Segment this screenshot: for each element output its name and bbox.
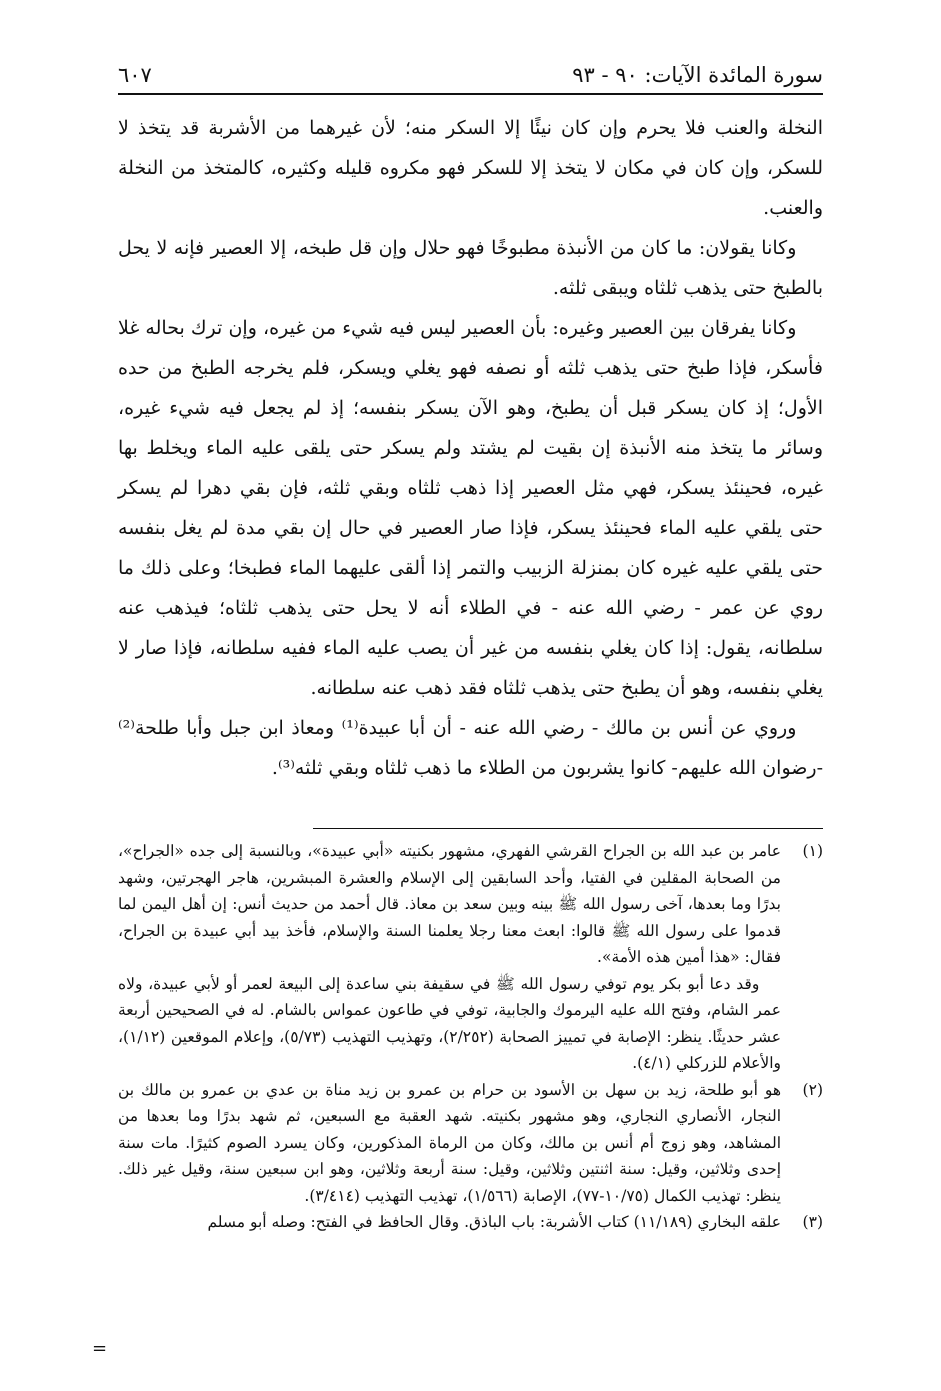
main-text [118,108,823,788]
footnote-paragraph: علقه البخاري (١١/١٨٩) كتاب الأشربة: باب الباذق. وقال الحافظ في الفتح: وصله أبو مسلم [207,1213,781,1231]
body-paragraph: وكانا يقولان: ما كان من الأنبذة مطبوخًا فهو حلال وإن قل طبخه، إلا العصير فإنه لا يحل بالطبخ حتى يذهب ثلثاه ويبقى ثلثه. [118,237,823,299]
running-header [118,56,823,94]
footnote-number: (٢) [802,1080,823,1099]
header-title: سورة المائدة الآيات: ٩٠ - ٩٣ [572,63,823,87]
footnote-paragraph: عامر بن عبد الله بن الجراح القرشي الفهري، مشهور بكنيته «أبي عبيدة»، وبالنسبة إلى جده «الجراح»، من الصحابة المقلين في الفتيا، وأحد السابقين إلى الإسلام والعشرة المبشرين، هاجر الهجرتين، وشهد بدرًا وما بعدها، آخى رسول الله ﷺ بينه وبين سعد بن معاذ. قال أحمد من حديث أنس: إن أهل اليمن لما قدموا على رسول الله ﷺ قالوا: ابعث معنا رجلا يعلمنا السنة والإسلام، فأخذ بيد أبي عبيدة بن الجراح، فقال: «هذا أمين هذه الأمة». [118,842,781,966]
footnote-rule [313,828,823,829]
footnote-paragraph: وقد دعا أبو بكر يوم توفي رسول الله ﷺ في سقيفة بني ساعدة إلى البيعة لعمر أو لأبي عبيدة، ولاه عمر الشام، وفتح الله عليه اليرموك والجابية، توفي في طاعون عمواس بالشام. له في الصحيحين أربعة عشر حديثًا. ينظر: الإصابة في تمييز الصحابة (٢/٢٥٢)، وتهذيب التهذيب (٥/٧٣)، وإعلام الموقعين (١/١٢)، والأعلام للزركلي (٤/١). [118,974,782,1072]
header-rule [118,93,823,95]
body-paragraph: وروي عن أنس بن مالك - رضي الله عنه - أن أبا عبيدة⁽¹⁾ ومعاذ ابن جبل وأبا طلحة⁽²⁾ -رضوان الله عليهم- كانوا يشربون من الطلاء ما ذهب ثلثاه وبقي ثلثه⁽³⁾. [118,717,823,779]
footnote-text [118,838,781,1077]
footnote-text [118,1209,781,1236]
footnote-number: (٣) [802,1213,823,1231]
body-paragraph: النخلة والعنب فلا يحرم وإن كان نيئًا إلا السكر منه؛ لأن غيرهما من الأشربة قد يتخذ لا للسكر، وإن كان في مكان لا يتخذ إلا للسكر فهو مكروه قليله وكثيره، كالمتخذ من النخلة والعنب. [118,117,823,219]
body-paragraph: وكانا يفرقان بين العصير وغيره: بأن العصير ليس فيه شيء من غيره، وإن ترك بحاله غلا فأسكر، فإذا طبخ حتى يذهب ثلثه أو نصفه فهو يغلي ويسكر، فلم يخرجه الطبخ من حده الأول؛ إذ كان يسكر قبل أن يطبخ، وهو الآن يسكر بنفسه؛ إذ لم يجعل فيه شيء غيره، وسائر ما يتخذ منه الأنبذة إن بقيت لم يشتد ولم يسكر حتى يلقى عليه الماء ويخلط بها غيره، فحينئذ يسكر، فهي مثل العصير إذا ذهب ثلثاه وبقي ثلثه، فإن بقي دهرا لم يسكر حتى يلقي عليه الماء فحينئذ يسكر، فإذا صار العصير في حال إن بقي مدة لم يغل بنفسه حتى يلقي عليه غيره كان بمنزلة الزبيب والتمر إذا ألقى عليهما الماء فطبخا؛ وعلى ذلك ما روي عن عمر - رضي الله عنه - في الطلاء أنه لا يحل حتى يذهب ثلثاه؛ فيذهب عنه سلطانه، يقول: إذا كان يغلي بنفسه من غير أن يصب عليه الماء ففيه سلطانه، فإذا صار لا يغلي بنفسه، وهو أن يطبخ حتى يذهب ثلثاه فقد ذهب عنه سلطانه. [118,317,823,699]
footnote-1 [118,838,823,1077]
footnote-text [118,1077,781,1210]
footnote-3 [118,1209,823,1236]
footnote-number: (١) [802,842,823,860]
footnote-2 [118,1077,823,1210]
continuation-mark: = [92,1338,108,1359]
page-number: ٦٠٧ [118,63,152,87]
footnotes [118,838,823,1236]
footnote-paragraph: هو أبو طلحة، زيد بن سهل بن الأسود بن حرام بن عمرو بن زيد مناة بن عدي بن عمرو بن مالك بن النجار، الأنصاري النجاري، وهو مشهور بكنيته. شهد العقبة مع السبعين، ثم شهد بدرًا وما بعدها من المشاهد، وهو زوج أم أنس بن مالك، وكان من الرماة المذكورين، وكان يسرد الصوم كثيرًا. مات سنة إحدى وثلاثين، وقيل: سنة اثنتين وثلاثين، وقيل: سنة أربعة وثلاثين، وهو ابن سبعين سنة، وقيل غير ذلك. ينظر: تهذيب الكمال (١٠/٧٥-٧٧)، الإصابة (١/٥٦٦)، تهذيب التهذيب (٣/٤١٤). [118,1080,781,1205]
